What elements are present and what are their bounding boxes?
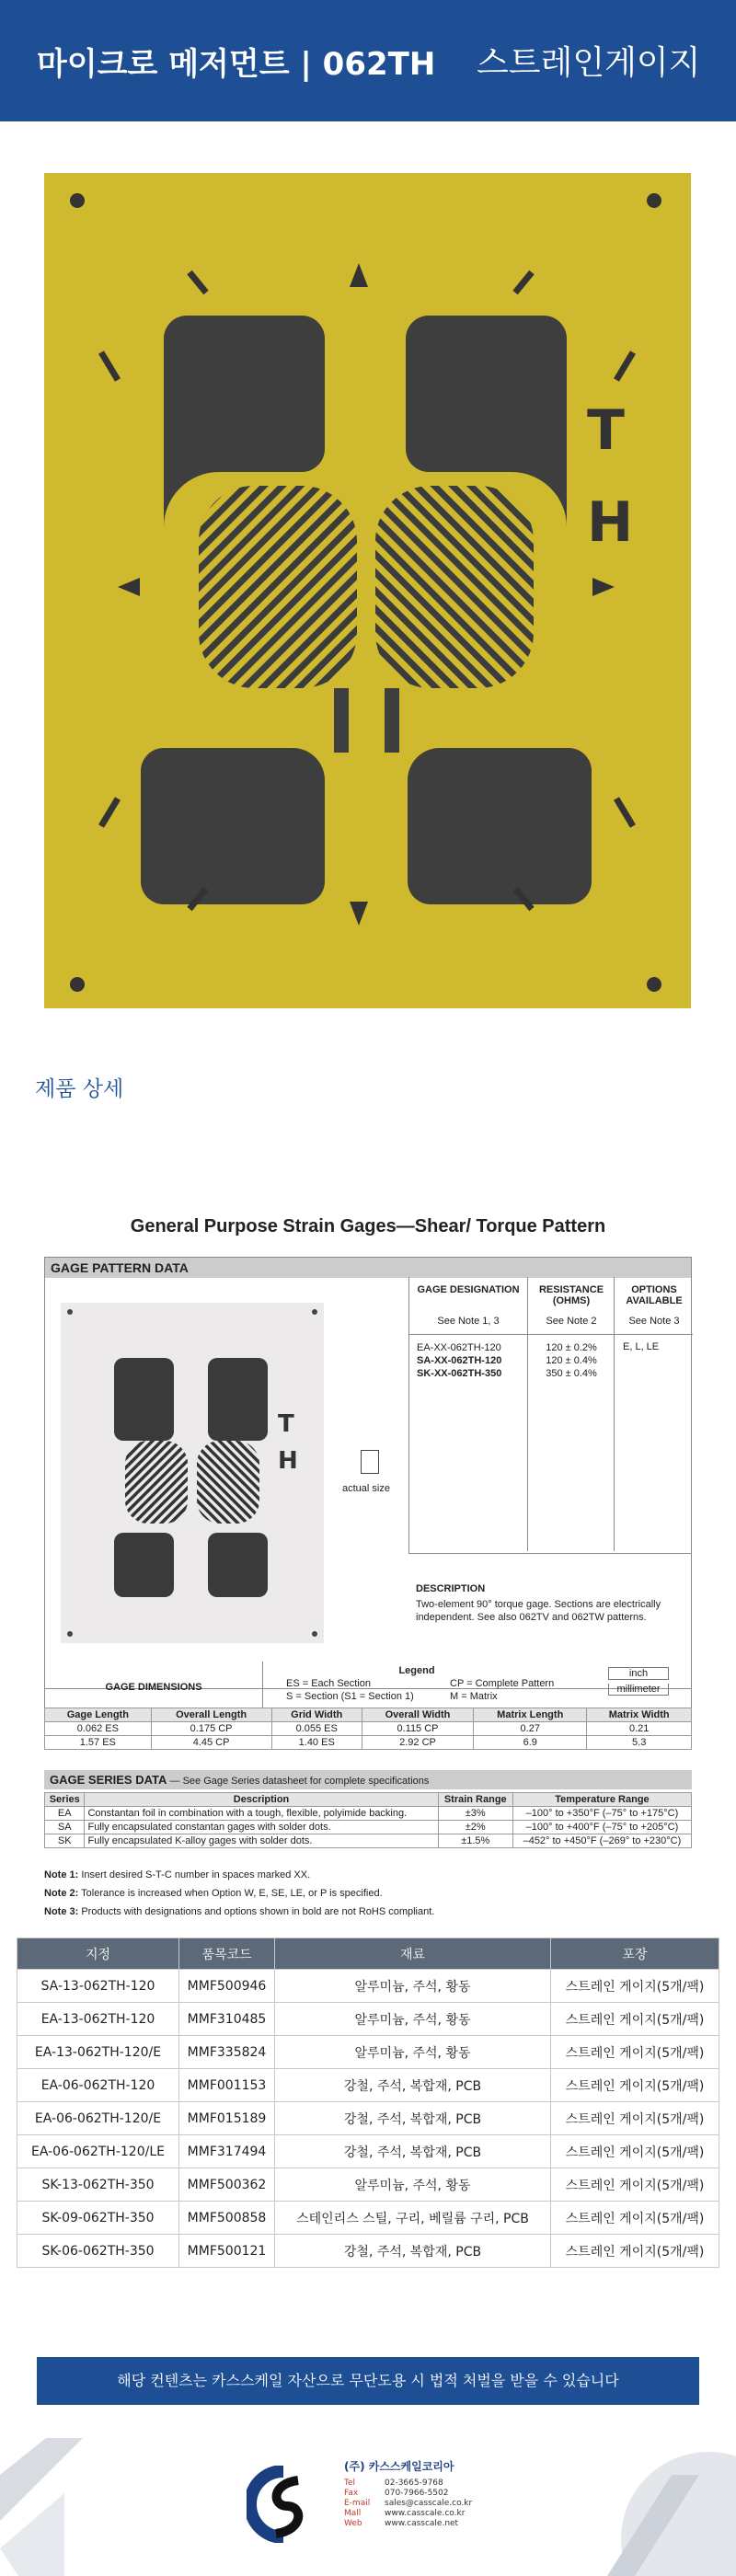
note-text: Products with designations and options shown in bold are not RoHS compliant. xyxy=(81,1906,435,1917)
product-row xyxy=(17,2202,719,2235)
web-label: Web xyxy=(344,2519,362,2528)
product-cell: 강철, 주석, 복합재, PCB xyxy=(275,2069,551,2102)
product-cell: SK-09-062TH-350 xyxy=(17,2202,179,2235)
note-line xyxy=(44,1903,692,1921)
designation-row: SA-XX-062TH-120 xyxy=(417,1355,502,1366)
pattern-thumbnail xyxy=(61,1303,324,1643)
series-table xyxy=(44,1792,692,1848)
dims-header: Grid Width xyxy=(271,1708,362,1722)
series-cell: SA xyxy=(45,1821,85,1834)
product-cell: 스트레인 게이지(5개/팩) xyxy=(551,2069,719,2102)
series-header: Series xyxy=(45,1793,85,1807)
product-cell: MMF001153 xyxy=(179,2069,275,2102)
series-cell: Fully encapsulated constantan gages with solder dots. xyxy=(85,1821,438,1834)
product-row xyxy=(17,2069,719,2102)
note-label: Note 1: xyxy=(44,1869,79,1880)
dims-mm: 6.9 xyxy=(474,1736,587,1750)
product-cell: MMF500946 xyxy=(179,1970,275,2003)
legend-s: S = Section (S1 = Section 1) xyxy=(286,1691,414,1702)
product-header: 품목코드 xyxy=(179,1938,275,1970)
dims-header: Overall Width xyxy=(362,1708,473,1722)
product-cell: EA-13-062TH-120 xyxy=(17,2003,179,2036)
note-line xyxy=(44,1884,692,1903)
product-cell: 강철, 주석, 복합재, PCB xyxy=(275,2102,551,2135)
dims-inch: 0.21 xyxy=(587,1722,692,1736)
gage-pattern-bar: GAGE PATTERN DATA xyxy=(45,1258,691,1278)
series-header: Strain Range xyxy=(438,1793,512,1807)
designation-block xyxy=(408,1277,692,1553)
series-cell: SK xyxy=(45,1834,85,1848)
product-header: 지정 xyxy=(17,1938,179,1970)
product-cell: 스트레인 게이지(5개/팩) xyxy=(551,2036,719,2069)
product-cell: MMF317494 xyxy=(179,2135,275,2168)
legend-m: M = Matrix xyxy=(450,1691,498,1702)
resistance-row: 120 ± 0.4% xyxy=(546,1355,597,1366)
dims-mm: 4.45 CP xyxy=(151,1736,271,1750)
resistance-row: 120 ± 0.2% xyxy=(546,1342,597,1353)
product-cell: MMF335824 xyxy=(179,2036,275,2069)
note-text: Tolerance is increased when Option W, E, SE, LE, or P is specified. xyxy=(81,1888,383,1899)
company-logo xyxy=(247,2466,313,2543)
product-header: 포장 xyxy=(551,1938,719,1970)
pattern-mark-t: T xyxy=(587,398,625,463)
product-cell: 알루미늄, 주석, 황동 xyxy=(275,2003,551,2036)
tel-value: 02-3665-9768 xyxy=(385,2478,443,2488)
product-cell: 알루미늄, 주석, 황동 xyxy=(275,1970,551,2003)
product-row xyxy=(17,2135,719,2168)
thumb-mark-h: H xyxy=(278,1447,298,1475)
series-cell: Constantan foil in combination with a tough, flexible, polyimide backing. xyxy=(85,1807,438,1821)
product-cell: 알루미늄, 주석, 황동 xyxy=(275,2036,551,2069)
product-cell: MMF310485 xyxy=(179,2003,275,2036)
dims-header: Matrix Width xyxy=(587,1708,692,1722)
unit-inch: inch xyxy=(608,1667,669,1680)
product-cell: EA-06-062TH-120/E xyxy=(17,2102,179,2135)
product-row xyxy=(17,2003,719,2036)
cas-logo-icon xyxy=(247,2466,313,2543)
legend-es: ES = Each Section xyxy=(286,1678,372,1689)
dims-mm: 5.3 xyxy=(587,1736,692,1750)
series-cell: –452° to +450°F (–269° to +230°C) xyxy=(512,1834,691,1848)
footer-decoration-right xyxy=(570,2438,736,2576)
product-cell: SK-06-062TH-350 xyxy=(17,2235,179,2268)
fax-value: 070-7966-5502 xyxy=(385,2489,449,2498)
product-cell: SA-13-062TH-120 xyxy=(17,1970,179,2003)
note-label: Note 2: xyxy=(44,1888,79,1899)
page-title: 마이크로 메저먼트 | 062TH xyxy=(37,46,436,83)
product-cell: 스트레인 게이지(5개/팩) xyxy=(551,2135,719,2168)
product-cell: 스테인리스 스틸, 구리, 베릴륨 구리, PCB xyxy=(275,2202,551,2235)
series-cell: –100° to +400°F (–75° to +205°C) xyxy=(512,1821,691,1834)
section-title: 제품 상세 xyxy=(35,1077,124,1101)
product-cell: 스트레인 게이지(5개/팩) xyxy=(551,1970,719,2003)
description-text: Two-element 90° torque gage. Sections are electrically independent. See also 062TV and 062TW patterns. xyxy=(416,1599,661,1623)
unit-mm: millimeter xyxy=(608,1684,669,1696)
tel-label: Tel xyxy=(344,2478,356,2488)
dims-inch: 0.27 xyxy=(474,1722,587,1736)
mall-label: Mall xyxy=(344,2509,362,2518)
product-row xyxy=(17,1970,719,2003)
product-cell: 스트레인 게이지(5개/팩) xyxy=(551,2202,719,2235)
dims-inch: 0.175 CP xyxy=(151,1722,271,1736)
actual-size-label: actual size xyxy=(342,1483,390,1494)
product-cell: 스트레인 게이지(5개/팩) xyxy=(551,2168,719,2202)
legend-cp: CP = Complete Pattern xyxy=(450,1678,555,1689)
product-cell: 강철, 주석, 복합재, PCB xyxy=(275,2135,551,2168)
designation-header: GAGE DESIGNATION xyxy=(417,1284,520,1295)
resistance-header: RESISTANCE (OHMS) xyxy=(538,1284,604,1306)
dims-header: Overall Length xyxy=(151,1708,271,1722)
product-row xyxy=(17,2235,719,2268)
product-cell: 강철, 주석, 복합재, PCB xyxy=(275,2235,551,2268)
product-cell: MMF015189 xyxy=(179,2102,275,2135)
series-cell: ±2% xyxy=(438,1821,512,1834)
header-bar xyxy=(0,0,736,121)
product-cell: MMF500121 xyxy=(179,2235,275,2268)
product-cell: 스트레인 게이지(5개/팩) xyxy=(551,2235,719,2268)
mall-value: www.casscale.co.kr xyxy=(385,2509,466,2518)
series-header: Temperature Range xyxy=(512,1793,691,1807)
product-row xyxy=(17,2036,719,2069)
series-bar-note: — See Gage Series datasheet for complete specifications xyxy=(169,1776,430,1787)
dims-header: Gage Length xyxy=(45,1708,152,1722)
resistance-row: 350 ± 0.4% xyxy=(546,1368,597,1379)
product-cell: 스트레인 게이지(5개/팩) xyxy=(551,2102,719,2135)
dims-header: Matrix Length xyxy=(474,1708,587,1722)
legend-label: Legend xyxy=(398,1665,435,1676)
options-value: E, L, LE xyxy=(623,1341,660,1352)
notes-block xyxy=(44,1866,692,1921)
designation-row: SK-XX-062TH-350 xyxy=(417,1368,502,1379)
note-line xyxy=(44,1866,692,1884)
product-cell: 알루미늄, 주석, 황동 xyxy=(275,2168,551,2202)
dims-inch: 0.055 ES xyxy=(271,1722,362,1736)
description-block xyxy=(408,1553,692,1624)
product-cell: EA-06-062TH-120 xyxy=(17,2069,179,2102)
email-label: E-mail xyxy=(344,2499,371,2508)
product-cell: MMF500362 xyxy=(179,2168,275,2202)
series-cell: EA xyxy=(45,1807,85,1821)
options-note: See Note 3 xyxy=(628,1316,680,1327)
dimensions-label: GAGE DIMENSIONS xyxy=(105,1682,202,1693)
product-cell: 스트레인 게이지(5개/팩) xyxy=(551,2003,719,2036)
pattern-thumbnail-graphic xyxy=(61,1303,324,1643)
strain-gage-pattern-graphic xyxy=(44,173,691,1008)
designation-note: See Note 1, 3 xyxy=(437,1316,500,1327)
category-label: 스트레인게이지 xyxy=(477,44,701,82)
dims-inch: 0.062 ES xyxy=(45,1722,152,1736)
datasheet-title: General Purpose Strain Gages—Shear/ Torque Pattern xyxy=(130,1216,606,1236)
dims-mm: 2.92 CP xyxy=(362,1736,473,1750)
dimensions-table xyxy=(44,1708,692,1750)
footer-decoration-left xyxy=(0,2438,120,2576)
pattern-mark-h: H xyxy=(587,490,634,555)
series-cell: ±1.5% xyxy=(438,1834,512,1848)
product-header: 재료 xyxy=(275,1938,551,1970)
series-bar xyxy=(44,1770,692,1789)
series-cell: Fully encapsulated K-alloy gages with solder dots. xyxy=(85,1834,438,1848)
designation-row: EA-XX-062TH-120 xyxy=(417,1342,501,1353)
product-cell: EA-06-062TH-120/LE xyxy=(17,2135,179,2168)
product-cell: EA-13-062TH-120/E xyxy=(17,2036,179,2069)
dims-mm: 1.40 ES xyxy=(271,1736,362,1750)
fax-label: Fax xyxy=(344,2489,359,2498)
resistance-note: See Note 2 xyxy=(546,1316,597,1327)
product-cell: MMF500858 xyxy=(179,2202,275,2235)
series-cell: ±3% xyxy=(438,1807,512,1821)
series-header: Description xyxy=(85,1793,438,1807)
series-cell: –100° to +350°F (–75° to +175°C) xyxy=(512,1807,691,1821)
web-value: www.casscale.net xyxy=(385,2519,459,2528)
dims-inch: 0.115 CP xyxy=(362,1722,473,1736)
copyright-notice: 해당 컨텐츠는 카스스케일 자산으로 무단도용 시 법적 처벌을 받을 수 있습니다 xyxy=(37,2357,699,2405)
description-label: DESCRIPTION xyxy=(416,1583,486,1594)
product-cell: SK-13-062TH-350 xyxy=(17,2168,179,2202)
options-header: OPTIONS AVAILABLE xyxy=(626,1284,683,1306)
dims-mm: 1.57 ES xyxy=(45,1736,152,1750)
company-name: (주) 카스스케일코리아 xyxy=(344,2460,454,2473)
product-row xyxy=(17,2168,719,2202)
note-text: Insert desired S-T-C number in spaces marked XX. xyxy=(81,1869,311,1880)
thumb-mark-t: T xyxy=(278,1410,294,1438)
note-label: Note 3: xyxy=(44,1906,79,1917)
product-row xyxy=(17,2102,719,2135)
product-table xyxy=(17,1938,719,2268)
email-value: sales@casscale.co.kr xyxy=(385,2499,473,2508)
series-bar-title: GAGE SERIES DATA xyxy=(50,1773,167,1787)
product-photo xyxy=(44,173,691,1008)
actual-size-icon xyxy=(361,1450,379,1474)
